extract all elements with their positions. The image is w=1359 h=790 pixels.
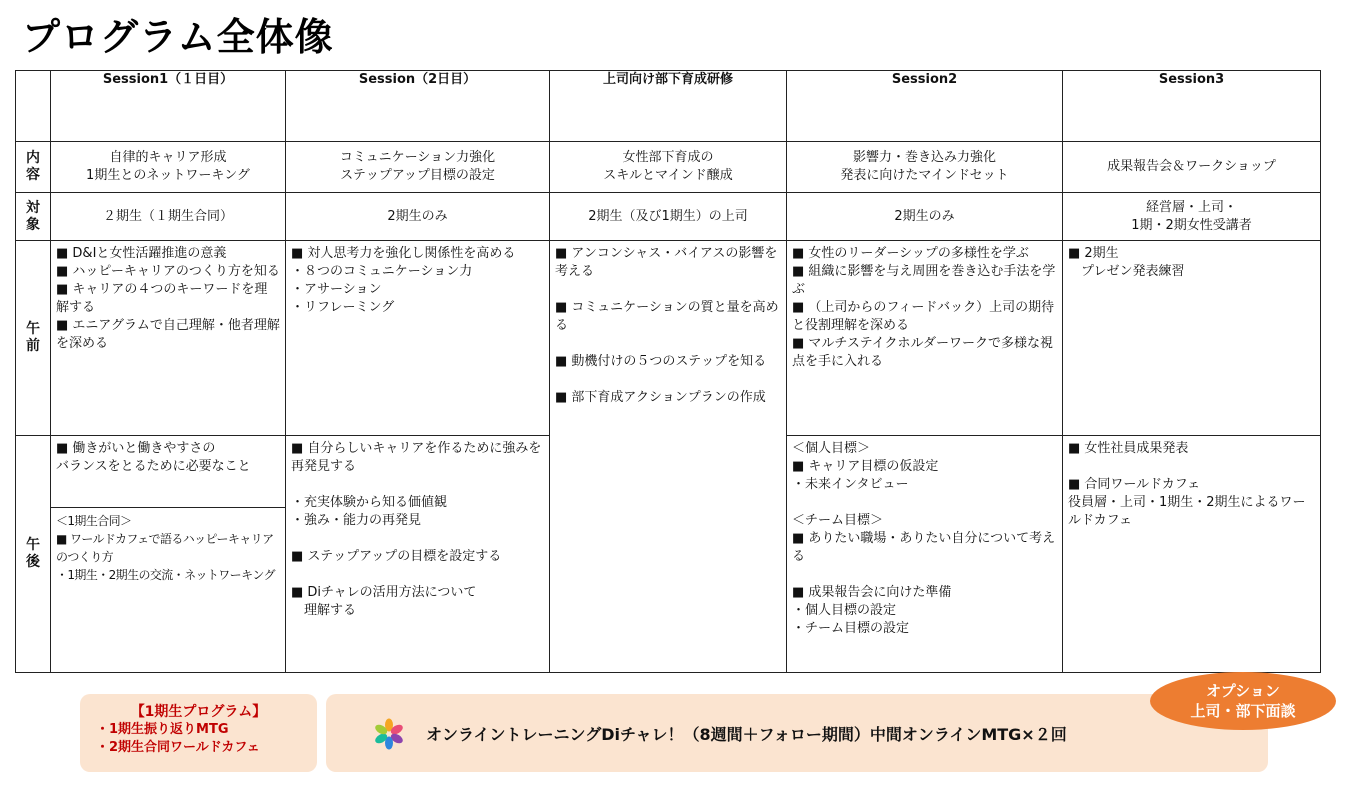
cell-line: ■ キャリアの４つのキーワードを理解する	[56, 282, 268, 315]
program-table	[15, 70, 1321, 673]
cell-line: ２期生（１期生合同）	[102, 208, 233, 224]
cell-line: 女性部下育成の	[622, 150, 714, 165]
content-cell	[286, 142, 550, 193]
cell-line: 経営層・上司・	[1145, 199, 1237, 215]
pm-cell	[51, 436, 286, 673]
spacer	[555, 371, 781, 389]
cell-line: 役員層・上司・1期生・2期生によるワールドカフェ	[1068, 495, 1306, 528]
cell-line: プレゼン発表練習	[1068, 264, 1185, 279]
cell-line: ■ 自分らしいキャリアを作るために強みを再発見する	[291, 441, 542, 474]
target-cell	[51, 193, 286, 241]
row-label-content: 内容	[16, 142, 51, 193]
target-cell	[550, 193, 787, 241]
cell-line: ■ キャリア目標の仮設定	[792, 459, 939, 474]
cell-line: ■ 組織に影響を与え周囲を巻き込む手法を学ぶ	[792, 264, 1056, 297]
am-cell	[1063, 241, 1321, 436]
content-cell	[550, 142, 787, 193]
cell-line: ■ 2期生	[1068, 246, 1119, 261]
boss-training-cell	[550, 241, 787, 673]
column-header: Session1（１日目）	[51, 71, 286, 142]
cell-line: 1期生とのネットワーキング	[86, 168, 250, 183]
target-cell	[1063, 193, 1321, 241]
cell-line: ■ エニアグラムで自己理解・他者理解を深める	[56, 318, 280, 351]
spacer	[291, 566, 544, 584]
target-cell	[787, 193, 1063, 241]
header-row	[16, 71, 1321, 142]
online-training-banner	[326, 694, 1268, 772]
cell-line: ■ ありたい職場・ありたい自分について考える	[792, 531, 1056, 564]
spacer	[792, 494, 1057, 512]
content-cell	[787, 142, 1063, 193]
pm-s1-bottom	[51, 508, 285, 588]
row-label-am: 午前	[16, 241, 51, 436]
spacer	[792, 566, 1057, 584]
spacer	[555, 281, 781, 299]
target-cell	[286, 193, 550, 241]
pm-cell	[1063, 436, 1321, 673]
cell-line: ■ コミュニケーションの質と量を高める	[555, 300, 779, 333]
page-title: プログラム全体像	[22, 15, 334, 59]
cell-line: ■ アンコンシャス・バイアスの影響を考える	[555, 246, 778, 279]
cell-line: ■ マルチステイクホルダーワークで多様な視点を手に入れる	[792, 336, 1053, 369]
cell-line: ■ 合同ワールドカフェ	[1068, 477, 1201, 492]
cell-line: ■ 女性社員成果発表	[1068, 441, 1189, 456]
cell-line: ・リフレーミング	[291, 300, 395, 315]
cell-line: ■ （上司からのフィードバック）上司の期待と役割理解を深める	[792, 300, 1055, 333]
cell-line: ■ 動機付けの５つのステップを知る	[555, 354, 767, 369]
spacer	[291, 476, 544, 494]
cell-line: ・1期生・2期生の交流・ネットワーキング	[56, 568, 275, 582]
first-cohort-program-box	[80, 694, 317, 772]
cell-line: ・８つのコミュニケーション力	[291, 264, 473, 279]
cell-line: ステップアップ目標の設定	[340, 168, 495, 183]
cell-line: ■ 働きがいと働きやすさの	[56, 441, 216, 456]
cell-line: コミュニケーション力強化	[339, 150, 496, 165]
cell-line: ＜個人目標＞	[792, 441, 871, 456]
option-badge	[1150, 672, 1336, 730]
row-label-pm: 午後	[16, 436, 51, 673]
am-cell	[51, 241, 286, 436]
column-header: Session（2日目）	[286, 71, 550, 142]
cell-line: 自律的キャリア形成	[109, 150, 227, 165]
cell-line: ■ Diチャレの活用方法について	[291, 585, 477, 600]
cell-line: ■ ステップアップの目標を設定する	[291, 549, 502, 564]
pm-s1-top	[51, 436, 285, 508]
am-cell	[787, 241, 1063, 436]
cell-line: ・チーム目標の設定	[792, 621, 910, 636]
cell-line: ■ ハッピーキャリアのつくり方を知る	[56, 264, 280, 279]
cell-line: ■ ワールドカフェで語るハッピーキャリアのつくり方	[56, 532, 274, 564]
first-cohort-program-item: ・1期生振り返りMTG	[96, 722, 229, 737]
am-row	[16, 241, 1321, 436]
cell-line: ■ 部下育成アクションプランの作成	[555, 390, 766, 405]
option-badge-line: 上司・部下面談	[1190, 702, 1296, 720]
cell-line: 発表に向けたマインドセット	[840, 168, 1009, 183]
online-training-text: オンライントレーニングDiチャレ！（8週間＋フォロー期間）中間オンラインMTG×２回	[426, 725, 1067, 744]
option-badge-line: オプション	[1206, 682, 1280, 700]
cell-line: スキルとマインド醸成	[603, 168, 733, 183]
cell-line: 2期生のみ	[387, 208, 448, 224]
cell-line: ＜1期生合同＞	[56, 514, 132, 528]
spacer	[555, 335, 781, 353]
content-cell	[51, 142, 286, 193]
column-header: Session2	[787, 71, 1063, 142]
cell-line: ・充実体験から知る価値観	[291, 495, 448, 510]
cell-line: 理解する	[291, 603, 357, 618]
target-row	[16, 193, 1321, 241]
first-cohort-program-title: 【1期生プログラム】	[130, 704, 267, 720]
cell-line: ・アサーション	[291, 282, 382, 297]
pm-cell	[286, 436, 550, 673]
cell-line: ■ 対人思考力を強化し関係性を高める	[291, 246, 516, 261]
cell-line: ＜チーム目標＞	[792, 513, 884, 528]
spacer	[1068, 458, 1315, 476]
cell-line: ・未来インタビュー	[792, 477, 909, 492]
cell-line: 影響力・巻き込み力強化	[852, 150, 996, 165]
cell-line: 成果報告会＆ワークショップ	[1107, 159, 1276, 174]
cell-line: 2期生（及び1期生）の上司	[588, 208, 748, 224]
cell-line: ・強み・能力の再発見	[291, 513, 422, 528]
am-cell	[286, 241, 550, 436]
first-cohort-program-item: ・2期生合同ワールドカフェ	[96, 740, 260, 755]
cell-line: ■ 成果報告会に向けた準備	[792, 585, 952, 600]
cell-line: 1期・2期女性受講者	[1131, 217, 1252, 233]
dichare-flower-logo-icon	[370, 718, 408, 750]
row-label-target: 対象	[16, 193, 51, 241]
column-header: 上司向け部下育成研修	[550, 71, 787, 142]
content-cell	[1063, 142, 1321, 193]
spacer	[291, 530, 544, 548]
cell-line: ■ D&Iと女性活躍推進の意義	[56, 246, 227, 261]
cell-line: 2期生のみ	[894, 208, 955, 224]
pm-cell	[787, 436, 1063, 673]
column-header: Session3	[1063, 71, 1321, 142]
content-row	[16, 142, 1321, 193]
corner-cell	[16, 71, 51, 142]
cell-line: ■ 女性のリーダーシップの多様性を学ぶ	[792, 246, 1029, 261]
cell-line: ・個人目標の設定	[792, 603, 897, 618]
cell-line: バランスをとるために必要なこと	[56, 459, 251, 474]
